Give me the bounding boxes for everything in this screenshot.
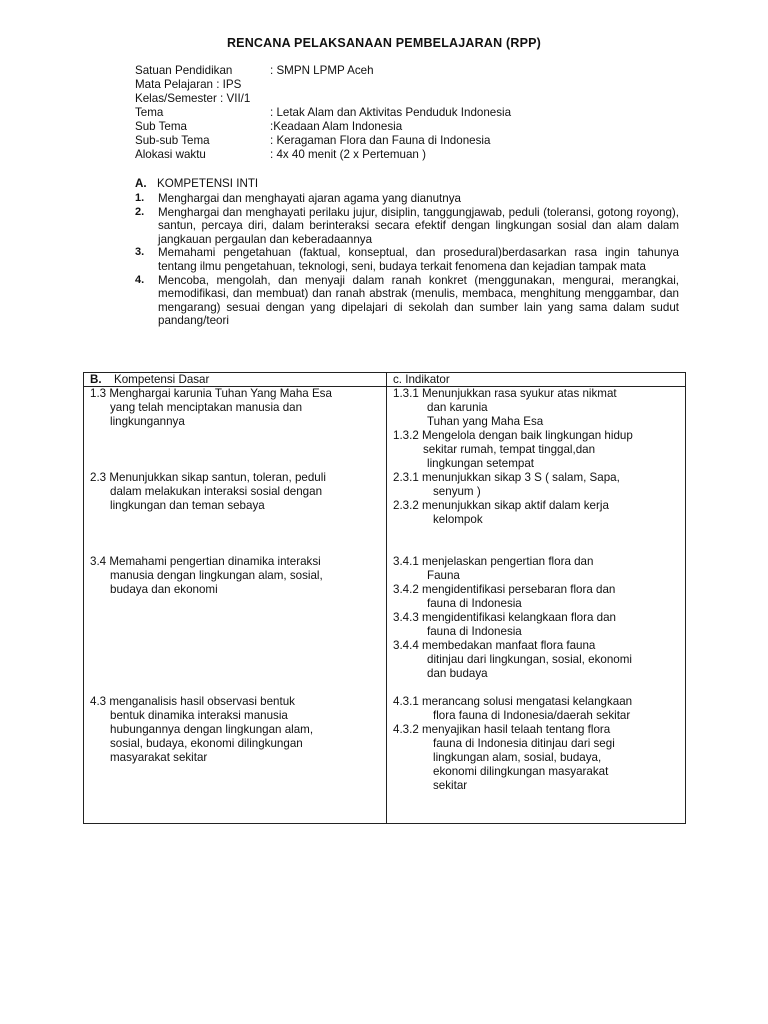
meta-row [135,120,403,134]
meta-row [135,148,426,162]
document-title: RENCANA PELAKSANAAN PEMBELAJARAN (RPP) [226,36,542,50]
list-number: 2. [135,205,145,218]
kompetensi-inti-section [135,177,679,328]
meta-row [135,64,374,78]
kd-line: 3.4 Memahami pengertian dinamika interaksi [90,555,321,568]
column-header-indikator: c. Indikator [387,373,686,387]
kd-entry [90,471,380,555]
indikator-line: lingkungan alam, sosial, budaya, [433,751,602,764]
indikator-entry [393,387,679,471]
indikator-line: 3.4.4 membedakan manfaat flora fauna [393,639,596,652]
meta-value: : SMPN LPMP Aceh [270,64,374,77]
kd-entry [90,555,380,695]
kompetensi-inti-list [135,192,679,328]
meta-value: : Keragaman Flora dan Fauna di Indonesia [270,134,491,147]
kd-line: lingkungan dan teman sebaya [110,499,265,512]
indikator-line: dan karunia [427,401,488,414]
list-number: 1. [135,192,145,204]
kd-line: 4.3 menganalisis hasil observasi bentuk [90,695,295,708]
list-item [135,206,679,247]
meta-label: Sub-sub Tema [135,134,210,147]
indikator-line: ditinjau dari lingkungan, sosial, ekonomi [427,653,632,666]
meta-label: Tema [135,106,164,119]
list-text: Menghargai dan menghayati perilaku jujur, disiplin, tanggungjawab, peduli (toleransi, gotong royong), santun, percaya diri, dalam berinteraksi secara efektif dengan lingkungan sosial dan alam dalam jangkauan pergaulan dan keberadaannya [158,205,679,246]
column-header-kompetensi-dasar [84,373,387,387]
indikator-line: flora fauna di Indonesia/daerah sekitar [433,709,631,722]
indikator-line: 3.4.3 mengidentifikasi kelangkaan flora dan [393,611,617,624]
kd-entry [90,695,380,823]
indikator-line: senyum ) [433,485,481,498]
kd-line: 1.3 Menghargai karunia Tuhan Yang Maha Esa [90,387,332,400]
indikator-line: 1.3.1 Menunjukkan rasa syukur atas nikmat [393,387,617,400]
indikator-entry [393,471,679,555]
section-title: KOMPETENSI INTI [157,177,259,190]
kd-line: 2.3 Menunjukkan sikap santun, toleran, peduli [90,471,326,484]
indikator-line: fauna di Indonesia [427,625,522,638]
meta-label: Satuan Pendidikan [135,64,233,77]
kd-line: sosial, budaya, ekonomi dilingkungan [110,737,303,750]
indikator-line: Tuhan yang Maha Esa [427,415,544,428]
kd-line: manusia dengan lingkungan alam, sosial, [110,569,323,582]
meta-value: : Letak Alam dan Aktivitas Penduduk Indonesia [270,106,512,119]
indikator-line: 2.3.2 menunjukkan sikap aktif dalam kerja [393,499,609,512]
kd-entry [90,387,380,471]
meta-label: Sub Tema [135,120,187,133]
indikator-line: ekonomi dilingkungan masyarakat [433,765,609,778]
kd-line: bentuk dinamika interaksi manusia [110,709,288,722]
indikator-line: Fauna [427,569,460,582]
meta-value: : 4x 40 menit (2 x Pertemuan ) [270,148,426,161]
indikator-line: 1.3.2 Mengelola dengan baik lingkungan hidup [393,429,633,442]
kd-line: masyarakat sekitar [110,751,208,764]
indikator-line: 4.3.1 merancang solusi mengatasi kelangkaan [393,695,633,708]
indikator-line: fauna di Indonesia ditinjau dari segi [433,737,615,750]
indikator-entry [393,695,679,823]
indikator-line: 3.4.1 menjelaskan pengertian flora dan [393,555,594,568]
identity-block [135,64,512,162]
indikator-entry [393,555,679,695]
indikator-line: sekitar rumah, tempat tinggal,dan [423,443,596,456]
table-row [84,387,686,824]
kd-line: hubungannya dengan lingkungan alam, [110,723,314,736]
kd-line: lingkungannya [110,415,185,428]
meta-row [135,92,250,106]
table-header-row [84,373,686,387]
meta-value: :Keadaan Alam Indonesia [270,120,403,133]
kd-line: dalam melakukan interaksi sosial dengan [110,485,323,498]
section-heading [135,177,679,191]
kompetensi-dasar-table [83,372,686,824]
indikator-line: 2.3.1 menunjukkan sikap 3 S ( salam, Sapa, [393,471,620,484]
indikator-line: kelompok [433,513,483,526]
indikator-line: 4.3.2 menyajikan hasil telaah tentang flora [393,723,611,736]
meta-label: Mata Pelajaran : IPS [135,78,242,91]
indikator-line: lingkungan setempat [427,457,534,470]
kd-line: budaya dan ekonomi [110,583,218,596]
kd-line: yang telah menciptakan manusia dan [110,401,303,414]
list-text: Mencoba, mengolah, dan menyaji dalam ranah konkret (menggunakan, mengurai, merangkai, memodifikasi, dan membuat) dan ranah abstrak (menulis, membaca, menghitung menggambar, dan mengarang) sesuai dengan yang dipelajari di sekolah dan sumber lain yang sama dalam sudut pandang/teori [158,273,679,328]
list-number: 3. [135,246,145,259]
indikator-line: dan budaya [427,667,488,680]
section-letter: A. [135,177,147,190]
meta-label: Kelas/Semester : VII/1 [135,92,251,105]
meta-label: Alokasi waktu [135,148,206,161]
meta-row [135,134,491,148]
indikator-cell [387,387,686,824]
list-item [135,274,679,328]
kompetensi-dasar-cell [84,387,387,824]
meta-row [135,106,512,120]
list-item [135,192,679,206]
indikator-line: 3.4.2 mengidentifikasi persebaran flora dan [393,583,616,596]
column-title: Kompetensi Dasar [114,373,210,386]
section-letter: B. [90,373,102,386]
list-item [135,246,679,273]
indikator-line: sekitar [433,779,468,792]
list-text: Memahami pengetahuan (faktual, konseptual, dan prosedural)berdasarkan rasa ingin tahunya tentang ilmu pengetahuan, teknologi, seni, budaya terkait fenomena dan kejadian tampak mata [158,246,679,273]
list-text: Menghargai dan menghayati ajaran agama yang dianutnya [158,192,461,205]
indikator-line: fauna di Indonesia [427,597,522,610]
list-number: 4. [135,273,145,286]
meta-row [135,78,250,92]
